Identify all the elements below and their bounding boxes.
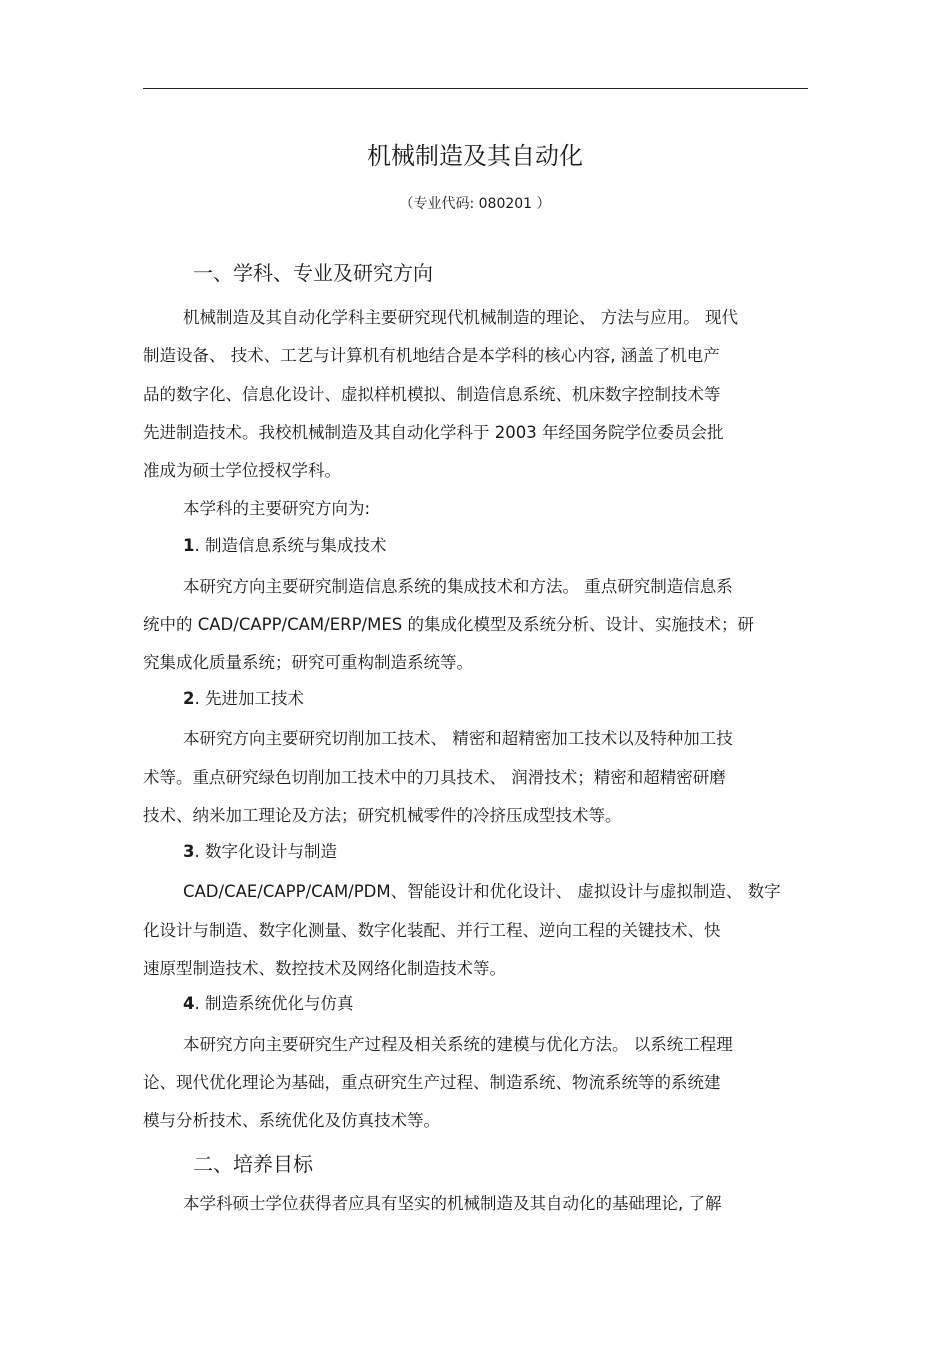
direction-number: 3 xyxy=(183,842,195,861)
paragraph-line: 制造设备、 技术、工艺与计算机有机地结合是本学科的核心内容, 涵盖了机电产 xyxy=(143,346,720,365)
paragraph-line: 机械制造及其自动化学科主要研究现代机械制造的理论、 方法与应用。 现代 xyxy=(183,308,738,327)
direction-title: 制造信息系统与集成技术 xyxy=(204,536,387,555)
paragraph-line: 技术、纳米加工理论及方法；研究机械零件的冷挤压成型技术等。 xyxy=(143,806,622,825)
paragraph-line: 究集成化质量系统；研究可重构制造系统等。 xyxy=(143,653,473,672)
paragraph-line: CAD/CAE/CAPP/CAM/PDM、智能设计和优化设计、 虚拟设计与虚拟制造、 数字 xyxy=(183,882,781,901)
paragraph-line: 本学科硕士学位获得者应具有坚实的机械制造及其自动化的基础理论, 了解 xyxy=(183,1194,722,1213)
paragraph-line: 本研究方向主要研究制造信息系统的集成技术和方法。 重点研究制造信息系 xyxy=(183,577,733,596)
paragraph-line: 品的数字化、信息化设计、虚拟样机模拟、制造信息系统、机床数字控制技术等 xyxy=(143,385,721,404)
directions-lead: 本学科的主要研究方向为: xyxy=(183,499,371,518)
direction-heading-1: 1. 制造信息系统与集成技术 xyxy=(183,536,387,555)
paragraph-line: 先进制造技术。我校机械制造及其自动化学科于 2003 年经国务院学位委员会批 xyxy=(143,423,724,442)
paragraph-line: 准成为硕士学位授权学科。 xyxy=(143,461,341,480)
paragraph-line: 本研究方向主要研究生产过程及相关系统的建模与优化方法。 以系统工程理 xyxy=(183,1035,733,1054)
direction-heading-4: 4. 制造系统优化与仿真 xyxy=(183,994,354,1013)
paragraph-line: 本研究方向主要研究切削加工技术、 精密和超精密加工技术以及特种加工技 xyxy=(183,729,733,748)
major-code: （专业代码: 080201 ） xyxy=(399,196,551,212)
direction-number: 1 xyxy=(183,536,195,555)
paragraph-line: 速原型制造技术、数控技术及网络化制造技术等。 xyxy=(143,959,506,978)
paragraph-line: 模与分析技术、系统优化及仿真技术等。 xyxy=(143,1111,440,1130)
paragraph-line: 化设计与制造、数字化测量、数字化装配、并行工程、逆向工程的关键技术、快 xyxy=(143,921,721,940)
section-heading-1: 一、学科、专业及研究方向 xyxy=(193,261,433,285)
direction-number: 2 xyxy=(183,689,195,708)
direction-title: 先进加工技术 xyxy=(204,689,304,708)
paragraph-line: 论、现代优化理论为基础，重点研究生产过程、制造系统、物流系统等的系统建 xyxy=(143,1073,721,1092)
direction-number: 4 xyxy=(183,994,195,1013)
direction-title: 数字化设计与制造 xyxy=(204,842,337,861)
paragraph-line: 统中的 CAD/CAPP/CAM/ERP/MES 的集成化模型及系统分析、设计、实施技术；研 xyxy=(143,615,754,634)
document-title: 机械制造及其自动化 xyxy=(367,142,583,170)
direction-heading-2: 2. 先进加工技术 xyxy=(183,689,304,708)
section-heading-2: 二、培养目标 xyxy=(193,1152,313,1176)
direction-title: 制造系统优化与仿真 xyxy=(204,994,354,1013)
direction-heading-3: 3. 数字化设计与制造 xyxy=(183,842,337,861)
header-rule xyxy=(143,88,808,89)
paragraph-line: 术等。重点研究绿色切削加工技术中的刀具技术、 润滑技术；精密和超精密研磨 xyxy=(143,768,726,787)
